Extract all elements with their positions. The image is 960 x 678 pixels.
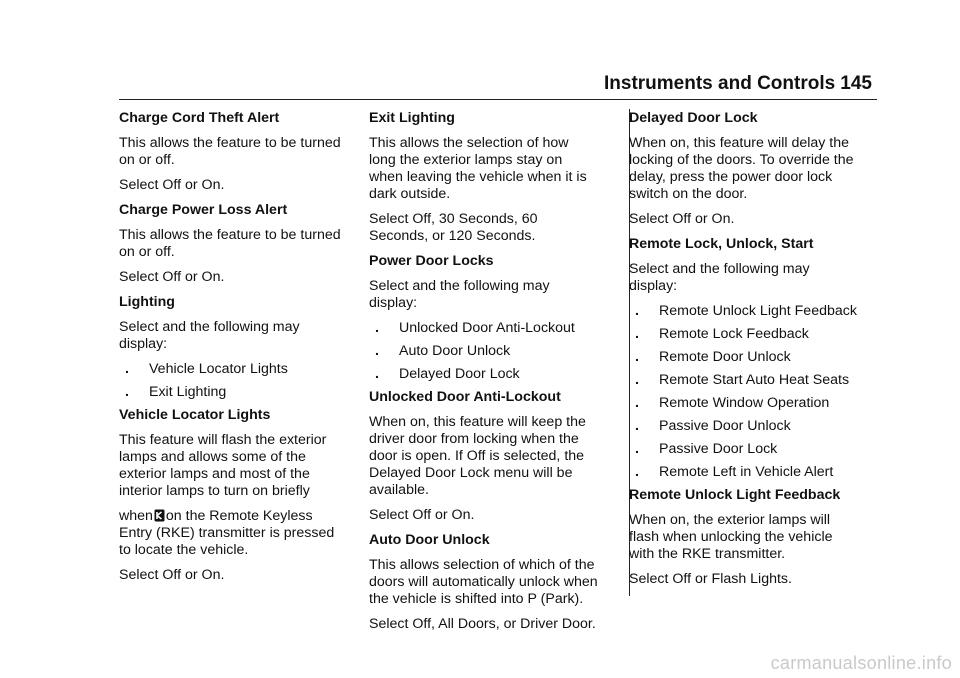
paragraph: This allows the selection of how long the exterior lamps stay on when leaving the vehicle when it is dark outside. bbox=[369, 135, 587, 202]
list-item bbox=[635, 441, 879, 458]
heading-charge-power-loss-alert: Charge Power Loss Alert bbox=[119, 202, 288, 218]
paragraph: Select and the following may display: bbox=[119, 319, 300, 352]
paragraph: This feature will flash the exterior lamps and allows some of the exterior lamps and most of the interior lamps to turn on briefly bbox=[119, 432, 327, 499]
heading-lighting: Lighting bbox=[119, 294, 175, 310]
column-1 bbox=[119, 110, 359, 592]
list-item bbox=[635, 372, 879, 389]
paragraph: This allows the feature to be turned on or off. bbox=[119, 135, 341, 168]
heading-power-door-locks: Power Door Locks bbox=[369, 253, 494, 269]
bullet-icon: . bbox=[635, 372, 639, 388]
list-item bbox=[635, 464, 879, 481]
list-item-text: Unlocked Door Anti-Lockout bbox=[399, 320, 575, 336]
list-item bbox=[125, 384, 359, 401]
paragraph-text: when bbox=[119, 508, 153, 524]
watermark: carmanualsonline.info bbox=[770, 653, 952, 673]
list-item-text: Remote Door Unlock bbox=[659, 349, 791, 365]
list-item bbox=[635, 303, 879, 320]
list-item-text: Passive Door Lock bbox=[659, 441, 778, 457]
heading-auto-door-unlock: Auto Door Unlock bbox=[369, 532, 490, 548]
list-item bbox=[635, 349, 879, 366]
heading-charge-cord-theft-alert: Charge Cord Theft Alert bbox=[119, 110, 280, 126]
list-item-text: Exit Lighting bbox=[149, 384, 227, 400]
list-item bbox=[635, 395, 879, 412]
header-rule bbox=[119, 99, 877, 100]
paragraph: When on, this feature will keep the driver door from locking when the door is open. If Off is selected, the Delayed Door Lock menu will be available. bbox=[369, 414, 586, 498]
column-2 bbox=[369, 110, 619, 641]
paragraph: Select Off or Flash Lights. bbox=[629, 571, 792, 587]
section-title: Instruments and Controls bbox=[604, 73, 836, 94]
column-3 bbox=[629, 110, 879, 596]
bullet-icon: . bbox=[635, 441, 639, 457]
paragraph: Select Off or On. bbox=[119, 269, 225, 285]
list-item-text: Vehicle Locator Lights bbox=[149, 361, 288, 377]
paragraph-text: on the Remote Keyless Entry (RKE) transmitter is pressed to locate the vehicle. bbox=[119, 508, 335, 558]
heading-vehicle-locator-lights: Vehicle Locator Lights bbox=[119, 407, 271, 423]
paragraph: When on, the exterior lamps will flash when unlocking the vehicle with the RKE transmitter. bbox=[629, 512, 833, 562]
paragraph: Select Off or On. bbox=[629, 211, 735, 227]
paragraph: Select Off or On. bbox=[119, 177, 225, 193]
paragraph: Select Off, 30 Seconds, 60 Seconds, or 120 Seconds. bbox=[369, 211, 538, 244]
bullet-icon: . bbox=[635, 464, 639, 480]
page-number: 145 bbox=[840, 73, 872, 94]
list-item bbox=[375, 320, 619, 337]
list-item bbox=[375, 366, 619, 383]
key-fob-icon bbox=[154, 509, 165, 522]
list-item-text: Passive Door Unlock bbox=[659, 418, 791, 434]
paragraph: This allows selection of which of the doors will automatically unlock when the vehicle is shifted into P (Park). bbox=[369, 557, 598, 607]
list-item bbox=[375, 343, 619, 360]
heading-delayed-door-lock: Delayed Door Lock bbox=[629, 110, 758, 126]
bullet-icon: . bbox=[375, 343, 379, 359]
list-item-text: Auto Door Unlock bbox=[399, 343, 511, 359]
page-header bbox=[604, 73, 872, 99]
paragraph: Select and the following may display: bbox=[369, 278, 550, 311]
list-item-text: Remote Start Auto Heat Seats bbox=[659, 372, 850, 388]
paragraph: When on, this feature will delay the locking of the doors. To override the delay, press the power door lock switch on the door. bbox=[629, 135, 854, 202]
list-item-text: Remote Unlock Light Feedback bbox=[659, 303, 857, 319]
bullet-icon: . bbox=[635, 326, 639, 342]
list-item bbox=[635, 418, 879, 435]
heading-remote-lock-unlock-start: Remote Lock, Unlock, Start bbox=[629, 236, 814, 252]
bullet-icon: . bbox=[635, 418, 639, 434]
bullet-icon: . bbox=[125, 384, 129, 400]
paragraph: Select and the following may display: bbox=[629, 261, 810, 294]
heading-exit-lighting: Exit Lighting bbox=[369, 110, 455, 126]
paragraph: Select Off, All Doors, or Driver Door. bbox=[369, 616, 596, 632]
paragraph: Select Off or On. bbox=[119, 567, 225, 583]
heading-remote-unlock-light-feedback: Remote Unlock Light Feedback bbox=[629, 487, 841, 503]
list-item bbox=[635, 326, 879, 343]
list-item-text: Delayed Door Lock bbox=[399, 366, 520, 382]
paragraph: This allows the feature to be turned on or off. bbox=[119, 227, 341, 260]
bullet-icon: . bbox=[635, 349, 639, 365]
bullet-icon: . bbox=[375, 320, 379, 336]
bullet-icon: . bbox=[375, 366, 379, 382]
paragraph: Select Off or On. bbox=[369, 507, 475, 523]
list-item-text: Remote Lock Feedback bbox=[659, 326, 809, 342]
list-item-text: Remote Window Operation bbox=[659, 395, 830, 411]
bullet-icon: . bbox=[125, 361, 129, 377]
list-item-text: Remote Left in Vehicle Alert bbox=[659, 464, 834, 480]
paragraph bbox=[119, 508, 359, 559]
bullet-icon: . bbox=[635, 395, 639, 411]
heading-unlocked-door-anti-lockout: Unlocked Door Anti-Lockout bbox=[369, 389, 561, 405]
bullet-icon: . bbox=[635, 303, 639, 319]
list-item bbox=[125, 361, 359, 378]
